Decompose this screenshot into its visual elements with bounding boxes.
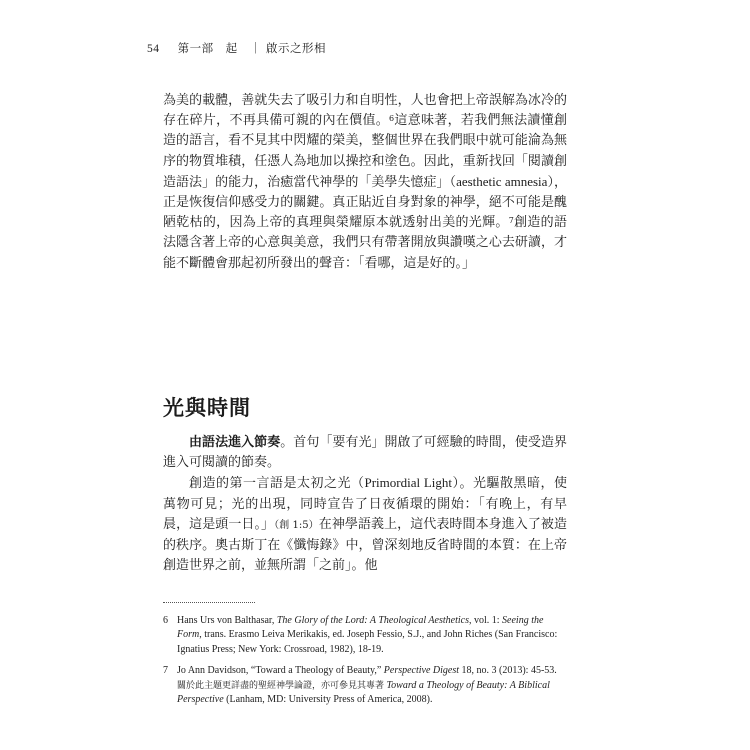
footnotes (163, 614, 567, 714)
term-aesthetic-amnesia: aesthetic amnesia (456, 173, 548, 189)
text-run: ），正是恢復信仰感受力的關鍵。真正貼近自身對象的神學，絕不可能是醜陋乾枯的，因為上帝的真理與榮耀原本就透射出美的光輝。 (163, 174, 567, 231)
paragraph-continued (163, 91, 567, 274)
scripture-citation: （創 1:5） (274, 519, 319, 531)
book-title: The Glory of the Lord: A Theological Aesthetics (276, 615, 469, 626)
text-run: 在神學語義上，這代表時間本身進入了被造的秩序。奧古斯丁在《懺悔錄》中，曾深刻地反省時間的本質：在上帝創造世界之前，並無所謂「之前」。他 (163, 516, 567, 574)
section-heading: 光與時間 (163, 395, 251, 420)
text-run: 為美的載體，善就失去了吸引力和自明性，人也會把上帝誤解為冰冷的存在碎片，不再具備可親的內在價值。 (163, 93, 567, 129)
paragraph-lead (163, 433, 567, 473)
text-run: Hans Urs von Balthasar, (177, 615, 277, 626)
term-primordial-light: Primordial Light (364, 475, 452, 491)
footnote-divider (163, 602, 255, 603)
chinese-note: 關於此主題更詳盡的聖經神學論證，亦可參見其專著 (177, 680, 385, 691)
chapter-title: 啟示之形相 (265, 41, 326, 55)
text-run: , trans. Erasmo Leiva Merikakis, ed. Joseph Fessio, S.J., and John Riches (San Francisco: Ignatius Press; New York: Crossroad, 1982), 18-19. (177, 629, 558, 655)
volume-title: Seeing the Form (177, 615, 544, 641)
journal-title: Perspective Digest (383, 665, 460, 677)
running-header (147, 40, 326, 56)
footnote-7 (163, 664, 567, 707)
text-run: Jo Ann Davidson, “Toward a Theology of Beauty,” (177, 665, 384, 677)
text-run: 這意味著，若我們無法讀懂創造的語言，看不見其中閃耀的榮美，整個世界在我們眼中就可能淪為無序的物質堆積，任憑人為地加以操控和塗色。因此，重新找回「閱讀創造語法」的能力，治癒當代神學的「美學失憶症」（ (163, 113, 567, 190)
section-body (163, 433, 567, 576)
footnote-ref-7[interactable]: 7 (508, 216, 514, 226)
text-run: 。首句「要有光」開啟了可經驗的時間，使受造界進入可閱讀的節奏。 (163, 435, 567, 471)
text-run: 18, no. 3 (2013): 45-53. (459, 665, 557, 677)
text-run: ）。光驅散黑暗，使萬物可見；光的出現，同時宣告了日夜循環的開始：「有晚上，有早晨，這是頭一日。」 (163, 476, 567, 532)
part-title: 第一部 起 (177, 41, 238, 55)
paragraph-light (163, 473, 567, 576)
page-number: 54 (147, 43, 160, 55)
text-run: , vol. 1: (468, 615, 503, 626)
text-run: 創造的語法隱含著上帝的心意與美意，我們只有帶著開放與讚嘆之心去研讀，才能不斷體會那起初所發出的聲音：「看哪，這是好的。」 (163, 215, 567, 271)
book-title: Toward a Theology of Beauty: A Biblical Perspective (177, 679, 550, 706)
footnote-number: 7 (163, 665, 168, 677)
footnote-ref-6[interactable]: 6 (389, 114, 395, 124)
text-run: (Lanham, MD: University Press of America, 2008). (223, 694, 433, 706)
footnote-6 (163, 614, 567, 657)
footnote-number: 6 (163, 615, 168, 626)
footnote-text (177, 664, 567, 707)
lead-phrase: 由語法進入節奏 (189, 435, 281, 450)
header-separator: ｜ (249, 41, 262, 55)
footnote-text (177, 614, 567, 657)
text-run: 創造的第一言語是太初之光（ (189, 476, 365, 492)
